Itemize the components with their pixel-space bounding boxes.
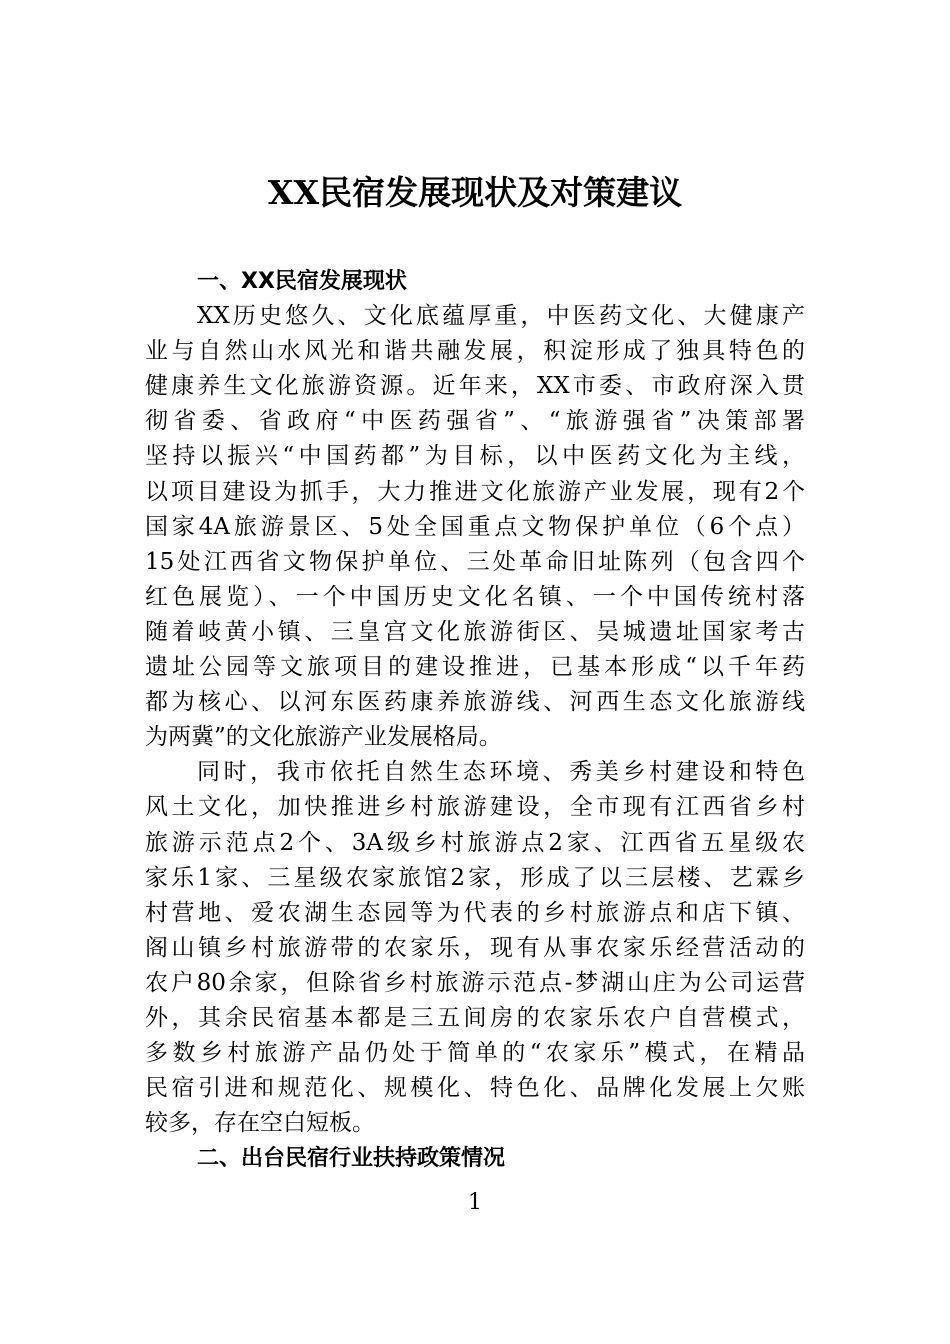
paragraph-line: 同时，我市依托自然生态环境、秀美乡村建设和特色	[197, 759, 805, 786]
paragraph-line: 为两冀”的文化旅游产业发展格局。	[145, 724, 502, 751]
paragraph-line: 15处江西省文物保护单位、三处革命旧址陈列（包含四个	[145, 548, 805, 575]
paragraph-line: 红色展览）、一个中国历史文化名镇、一个中国传统村落	[145, 583, 805, 610]
paragraph-line: 农户80余家，但除省乡村旅游示范点-梦湖山庄为公司运营	[145, 969, 805, 996]
document-title: XX民宿发展现状及对策建议	[267, 173, 683, 212]
paragraph-line: 国家4A旅游景区、5处全国重点文物保护单位（6个点）	[145, 513, 805, 540]
paragraph-line: 坚持以振兴“中国药都”为目标，以中医药文化为主线，	[145, 443, 805, 470]
paragraph-line: 外，其余民宿基本都是三五间房的农家乐农户自营模式，	[145, 1004, 805, 1031]
paragraph-line: 旅游示范点2个、3A级乡村旅游点2家、江西省五星级农	[145, 829, 805, 856]
paragraph-line: 遗址公园等文旅项目的建设推进，已基本形成“以千年药	[145, 654, 805, 681]
section-heading-1: 一、XX民宿发展现状	[197, 269, 407, 294]
paragraph-line: 彻省委、省政府“中医药强省”、“旅游强省”决策部署	[145, 408, 805, 435]
paragraph-line: 家乐1家、三星级农家旅馆2家，形成了以三层楼、艺霖乡	[145, 864, 805, 891]
paragraph-line: 风土文化，加快推进乡村旅游建设，全市现有江西省乡村	[145, 794, 805, 821]
document-body	[145, 264, 805, 1176]
paragraph-line: 业与自然山水风光和谐共融发展，积淀形成了独具特色的	[145, 338, 805, 365]
paragraph-2	[145, 755, 805, 1141]
paragraph-line: 都为核心、以河东医药康养旅游线、河西生态文化旅游线	[145, 689, 805, 716]
page-number: 1	[468, 1190, 482, 1215]
paragraph-line: 阁山镇乡村旅游带的农家乐，现有从事农家乐经营活动的	[145, 934, 805, 961]
paragraph-line: XX历史悠久、文化底蕴厚重，中医药文化、大健康产	[197, 303, 805, 330]
section-heading-2: 二、出台民宿行业扶持政策情况	[197, 1146, 506, 1172]
paragraph-line: 民宿引进和规范化、规模化、特色化、品牌化发展上欠账	[145, 1075, 805, 1102]
paragraph-line: 健康养生文化旅游资源。近年来，XX市委、市政府深入贯	[145, 373, 805, 400]
paragraph-line: 随着岐黄小镇、三皇宫文化旅游街区、吴城遗址国家考古	[145, 618, 805, 645]
paragraph-line: 多数乡村旅游产品仍处于简单的“农家乐”模式，在精品	[145, 1040, 805, 1067]
paragraph-line: 较多，存在空白短板。	[145, 1110, 375, 1137]
paragraph-line: 以项目建设为抓手，大力推进文化旅游产业发展，现有2个	[145, 478, 805, 505]
paragraph-line: 村营地、爱农湖生态园等为代表的乡村旅游点和店下镇、	[145, 899, 805, 926]
paragraph-1	[145, 299, 805, 755]
